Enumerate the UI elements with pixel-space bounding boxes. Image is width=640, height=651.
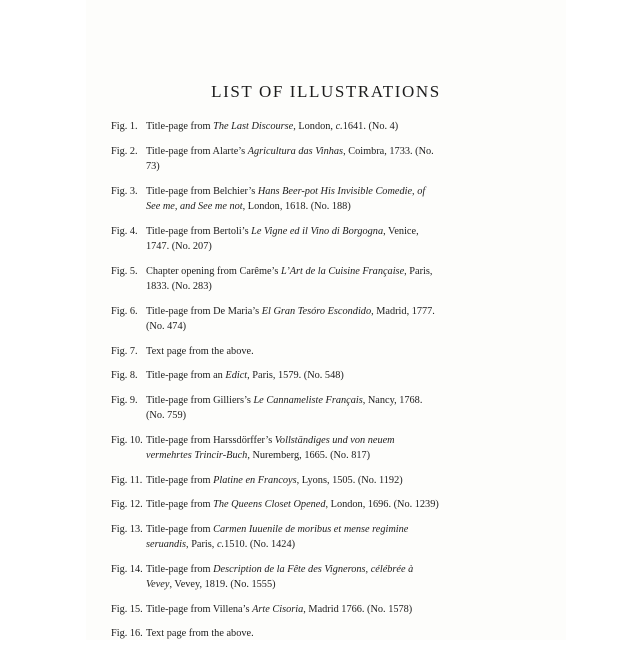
caption-text: , Nancy, 1768. (No. 759) xyxy=(146,394,423,421)
figure-caption xyxy=(146,393,441,424)
caption-text: Title-page from De Maria’s xyxy=(146,305,262,317)
caption-title-italic: Platine en Francoys xyxy=(213,474,297,486)
list-item xyxy=(111,264,441,295)
figure-number: Fig. 1. xyxy=(111,121,138,132)
figure-number: Fig. 15. xyxy=(111,603,143,615)
caption-title-italic: c. xyxy=(335,121,343,132)
figure-number: Fig. 7. xyxy=(111,345,138,357)
caption-text: , Paris, xyxy=(186,539,217,550)
caption-text: Title-page from Belchier’s xyxy=(146,185,258,197)
list-item xyxy=(111,602,441,618)
caption-text: Title-page from Gilliers’s xyxy=(146,394,254,406)
figure-caption xyxy=(146,344,441,360)
list-item xyxy=(111,562,441,593)
caption-title-italic: Arte Cisoria xyxy=(252,603,304,615)
figure-number: Fig. 2. xyxy=(111,145,138,157)
caption-title-italic: Hans Beer-pot His Invisible Comedie, of See me, and See me not xyxy=(146,185,426,212)
list-item xyxy=(111,224,441,255)
figure-number: Fig. 3. xyxy=(111,185,138,197)
figure-caption xyxy=(146,497,441,513)
caption-title-italic: Description de la Fête des Vignerons, célébrée à Vevey xyxy=(146,563,414,590)
figure-caption xyxy=(146,368,441,384)
caption-title-italic: Carmen Iuuenile de moribus et mense regimine seruandis xyxy=(146,523,409,550)
list-item xyxy=(111,344,441,360)
figure-caption xyxy=(146,119,441,135)
caption-text: Chapter opening from Carême’s xyxy=(146,265,281,277)
caption-text: Title-page from Villena’s xyxy=(146,603,253,615)
figure-caption xyxy=(146,522,441,553)
caption-text: Text page from the above. xyxy=(146,345,254,357)
figure-number: Fig. 12. xyxy=(111,499,143,510)
list-item xyxy=(111,522,441,553)
caption-title-italic: c. xyxy=(216,539,225,550)
figure-caption xyxy=(146,473,441,489)
caption-text: , Madrid 1766. (No. 1578) xyxy=(303,603,413,615)
illustrations-list xyxy=(111,119,441,651)
caption-text: Title-page from xyxy=(146,474,214,486)
caption-text: 1510. (No. 1424) xyxy=(224,539,296,550)
caption-title-italic: Vollständiges und von neuem vermehrtes Trincir-Buch xyxy=(146,434,395,461)
caption-text: , Vevey, 1819. (No. 1555) xyxy=(169,579,276,590)
caption-text: Text page from the above. xyxy=(146,628,254,639)
list-item xyxy=(111,433,441,464)
caption-text: , Paris, 1833. (No. 283) xyxy=(146,265,433,292)
caption-text: , Lyons, 1505. (No. 1192) xyxy=(296,474,403,486)
caption-text: , London, 1618. (No. 188) xyxy=(242,201,351,212)
caption-text: Title-page from xyxy=(146,499,214,510)
caption-text: , Paris, 1579. (No. 548) xyxy=(247,370,344,381)
figure-number: Fig. 4. xyxy=(111,225,138,237)
list-item xyxy=(111,393,441,424)
caption-title-italic: Agricultura das Vinhas xyxy=(247,145,344,157)
figure-number: Fig. 13. xyxy=(111,523,143,535)
page-title: LIST OF ILLUSTRATIONS xyxy=(211,82,441,101)
figure-number: Fig. 14. xyxy=(111,563,143,575)
figure-caption xyxy=(146,184,441,215)
caption-title-italic: Edict xyxy=(225,370,248,381)
caption-text: Title-page from Alarte’s xyxy=(146,145,248,157)
list-item xyxy=(111,304,441,335)
figure-caption xyxy=(146,433,441,464)
figure-number: Fig. 9. xyxy=(111,394,138,406)
caption-title-italic: Le Vigne ed il Vino di Borgogna xyxy=(251,225,384,237)
caption-text: Title-page from an xyxy=(146,370,226,381)
figure-caption xyxy=(146,144,441,175)
figure-number: Fig. 16. xyxy=(111,628,143,639)
caption-text: Title-page from xyxy=(146,523,214,535)
caption-text: Title-page from xyxy=(146,563,214,575)
figure-number: Fig. 10. xyxy=(111,434,143,446)
figure-caption xyxy=(146,626,441,642)
list-item xyxy=(111,184,441,215)
figure-caption xyxy=(146,562,441,593)
figure-number: Fig. 11. xyxy=(111,474,143,486)
caption-text: Title-page from Bertoli’s xyxy=(146,225,252,237)
list-item xyxy=(111,368,441,384)
caption-text: Title-page from xyxy=(146,121,214,132)
caption-text: , Coimbra, 1733. (No. 73) xyxy=(146,145,434,172)
figure-caption xyxy=(146,602,441,618)
caption-text: Title-page from Harssdörffer’s xyxy=(146,434,275,446)
caption-title-italic: Le Cannameliste Français xyxy=(253,394,363,406)
caption-text: , London, xyxy=(293,121,336,132)
figure-caption xyxy=(146,224,441,255)
figure-caption xyxy=(146,264,441,295)
caption-text: , Nuremberg, 1665. (No. 817) xyxy=(247,450,371,461)
caption-title-italic: El Gran Tesóro Escondido xyxy=(261,305,372,317)
caption-title-italic: The Queens Closet Opened xyxy=(213,499,326,510)
caption-text: , Madrid, 1777. (No. 474) xyxy=(146,305,435,332)
caption-text: 1641. (No. 4) xyxy=(342,121,399,132)
caption-text: , Venice, 1747. (No. 207) xyxy=(146,225,419,252)
figure-number: Fig. 5. xyxy=(111,265,138,277)
list-item xyxy=(111,144,441,175)
list-item xyxy=(111,119,441,135)
caption-text: , London, 1696. (No. 1239) xyxy=(325,499,439,510)
figure-number: Fig. 8. xyxy=(111,370,138,381)
list-item xyxy=(111,626,441,642)
figure-number: Fig. 6. xyxy=(111,305,138,317)
caption-title-italic: The Last Discourse xyxy=(213,121,294,132)
figure-caption xyxy=(146,304,441,335)
caption-title-italic: L’Art de la Cuisine Française xyxy=(280,265,405,277)
list-item xyxy=(111,473,441,489)
list-item xyxy=(111,497,441,513)
